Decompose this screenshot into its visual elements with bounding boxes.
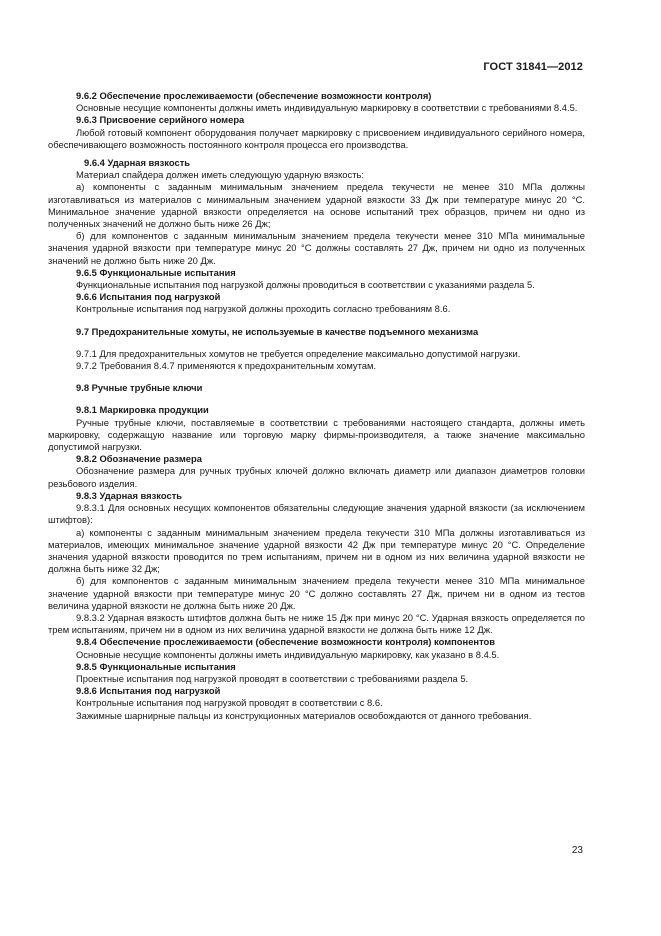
subsection-heading-9-6-4: 9.6.4 Ударная вязкость	[84, 157, 191, 169]
subsection-heading-9-8-5: 9.8.5 Функциональные испытания	[76, 660, 236, 672]
subsection-heading-9-8-2: 9.8.2 Обозначение размера	[76, 453, 202, 465]
document-header: ГОСТ 31841—2012	[483, 61, 583, 73]
paragraph-text: Обозначение размера для ручных трубных ключей должно включать диаметр или диапазон диаметров головки резьбового изделия.	[48, 465, 585, 489]
document-body	[48, 90, 585, 722]
subsection-heading-9-8-6: 9.8.6 Испытания под нагрузкой	[76, 685, 221, 697]
subsection-heading-9-6-5: 9.6.5 Функциональные испытания	[76, 266, 236, 278]
subsection-heading-9-8-3: 9.8.3 Ударная вязкость	[76, 489, 183, 501]
subsection-heading-9-6-6: 9.6.6 Испытания под нагрузкой	[76, 291, 221, 303]
paragraph-text: Зажимные шарнирные пальцы из конструкционных материалов освобождаются от данного требования.	[76, 709, 532, 721]
paragraph-text: Основные несущие компоненты должны иметь индивидуальную маркировку в соответствии с требованиями 8.4.5.	[76, 102, 578, 114]
paragraph-text: Любой готовый компонент оборудования получает маркировку с присвоением индивидуального серийного номера, обеспечивающего возможность постоянного контроля процесса его производства.	[48, 126, 585, 150]
paragraph-text: 9.8.3.2 Ударная вязкость штифтов должна быть не ниже 15 Дж при минус 20 °С. Ударная вязкость определяется по трем испытаниям, причем ни в одном из них величина ударной вязкости не должна быть ниже 12 Дж.	[48, 611, 585, 636]
section-heading-9-8: 9.8 Ручные трубные ключи	[76, 382, 203, 394]
subsection-heading-9-6-3: 9.6.3 Присвоение серийного номера	[76, 114, 245, 126]
list-item-b: б) для компонентов с заданным минимальным значением предела текучести менее 310 МПа минимальные значения ударной вязкости при температуре минус 20 °С должны составлять 27 Дж, причем ни одно из полученных значений не должно быть ниже 20 Дж.	[48, 230, 585, 266]
section-heading-9-7: 9.7 Предохранительные хомуты, не используемые в качестве подъемного механизма	[76, 325, 479, 337]
paragraph-text: 9.7.2 Требования 8.4.7 применяются к предохранительным хомутам.	[76, 360, 377, 372]
paragraph-text: 9.8.3.1 Для основных несущих компонентов обязательны следующие значения ударной вязкости (за исключением штифтов):	[48, 502, 585, 526]
paragraph-text: Материал спайдера должен иметь следующую ударную вязкость:	[76, 169, 364, 181]
paragraph-text: Основные несущие компоненты должны иметь индивидуальную маркировку, как указано в 8.4.5.	[76, 648, 500, 660]
subsection-heading-9-8-4: 9.8.4 Обеспечение прослеживаемости (обеспечение возможности контроля) компонентов	[76, 636, 496, 648]
list-item-a: а) компоненты с заданным минимальным значением предела текучести не менее 310 МПа должны изготавливаться из материалов с минимальным значением ударной вязкости 33 Дж при температуре минус 20 °С. Минимальное значение ударной вязкости определяется на основе испытаний трех образцов, причем ни одно из полученных значений не должно быть ниже 26 Дж;	[48, 181, 585, 230]
subsection-heading-9-6-2: 9.6.2 Обеспечение прослеживаемости (обеспечение возможности контроля)	[76, 90, 432, 101]
paragraph-text: 9.7.1 Для предохранительных хомутов не требуется определение максимально допустимой нагрузки.	[76, 347, 521, 359]
list-item-b: б) для компонентов с заданным минимальным значением предела текучести менее 310 МПа минимальное значение ударной вязкости при температуре минус 20 °С должно составлять 27 Дж, причем ни в одном из тестов величина ударной вязкости не должна быть ниже 20 Дж.	[48, 575, 585, 611]
paragraph-text: Ручные трубные ключи, поставляемые в соответствии с требованиями настоящего стандарта, должны иметь маркировку, содержащую название или торговую марку фирмы-производителя, а также значение максимально допустимой нагрузки.	[48, 416, 585, 453]
paragraph-text: Контрольные испытания под нагрузкой проводят в соответствии с 8.6.	[76, 697, 383, 709]
list-item-a: а) компоненты с заданным минимальным значением предела текучести 310 МПа должны изготавливаться из материалов, имеющих минимальное значение ударной вязкости 42 Дж при температуре минус 20 °С. Определение значения ударной вязкости проводится по трем испытаниям, причем ни в одном из них величина ударной вязкости не должна быть ниже 32 Дж;	[48, 526, 585, 575]
paragraph-text: Контрольные испытания под нагрузкой должны проходить согласно требованиям 8.6.	[76, 303, 451, 315]
paragraph-text: Проектные испытания под нагрузкой проводят в соответствии с требованиями раздела 5.	[76, 672, 469, 684]
subsection-heading-9-8-1: 9.8.1 Маркировка продукции	[76, 404, 209, 416]
page-number: 23	[571, 845, 583, 856]
paragraph-text: Функциональные испытания под нагрузкой должны проводиться в соответствии с указаниями раздела 5.	[76, 279, 535, 291]
